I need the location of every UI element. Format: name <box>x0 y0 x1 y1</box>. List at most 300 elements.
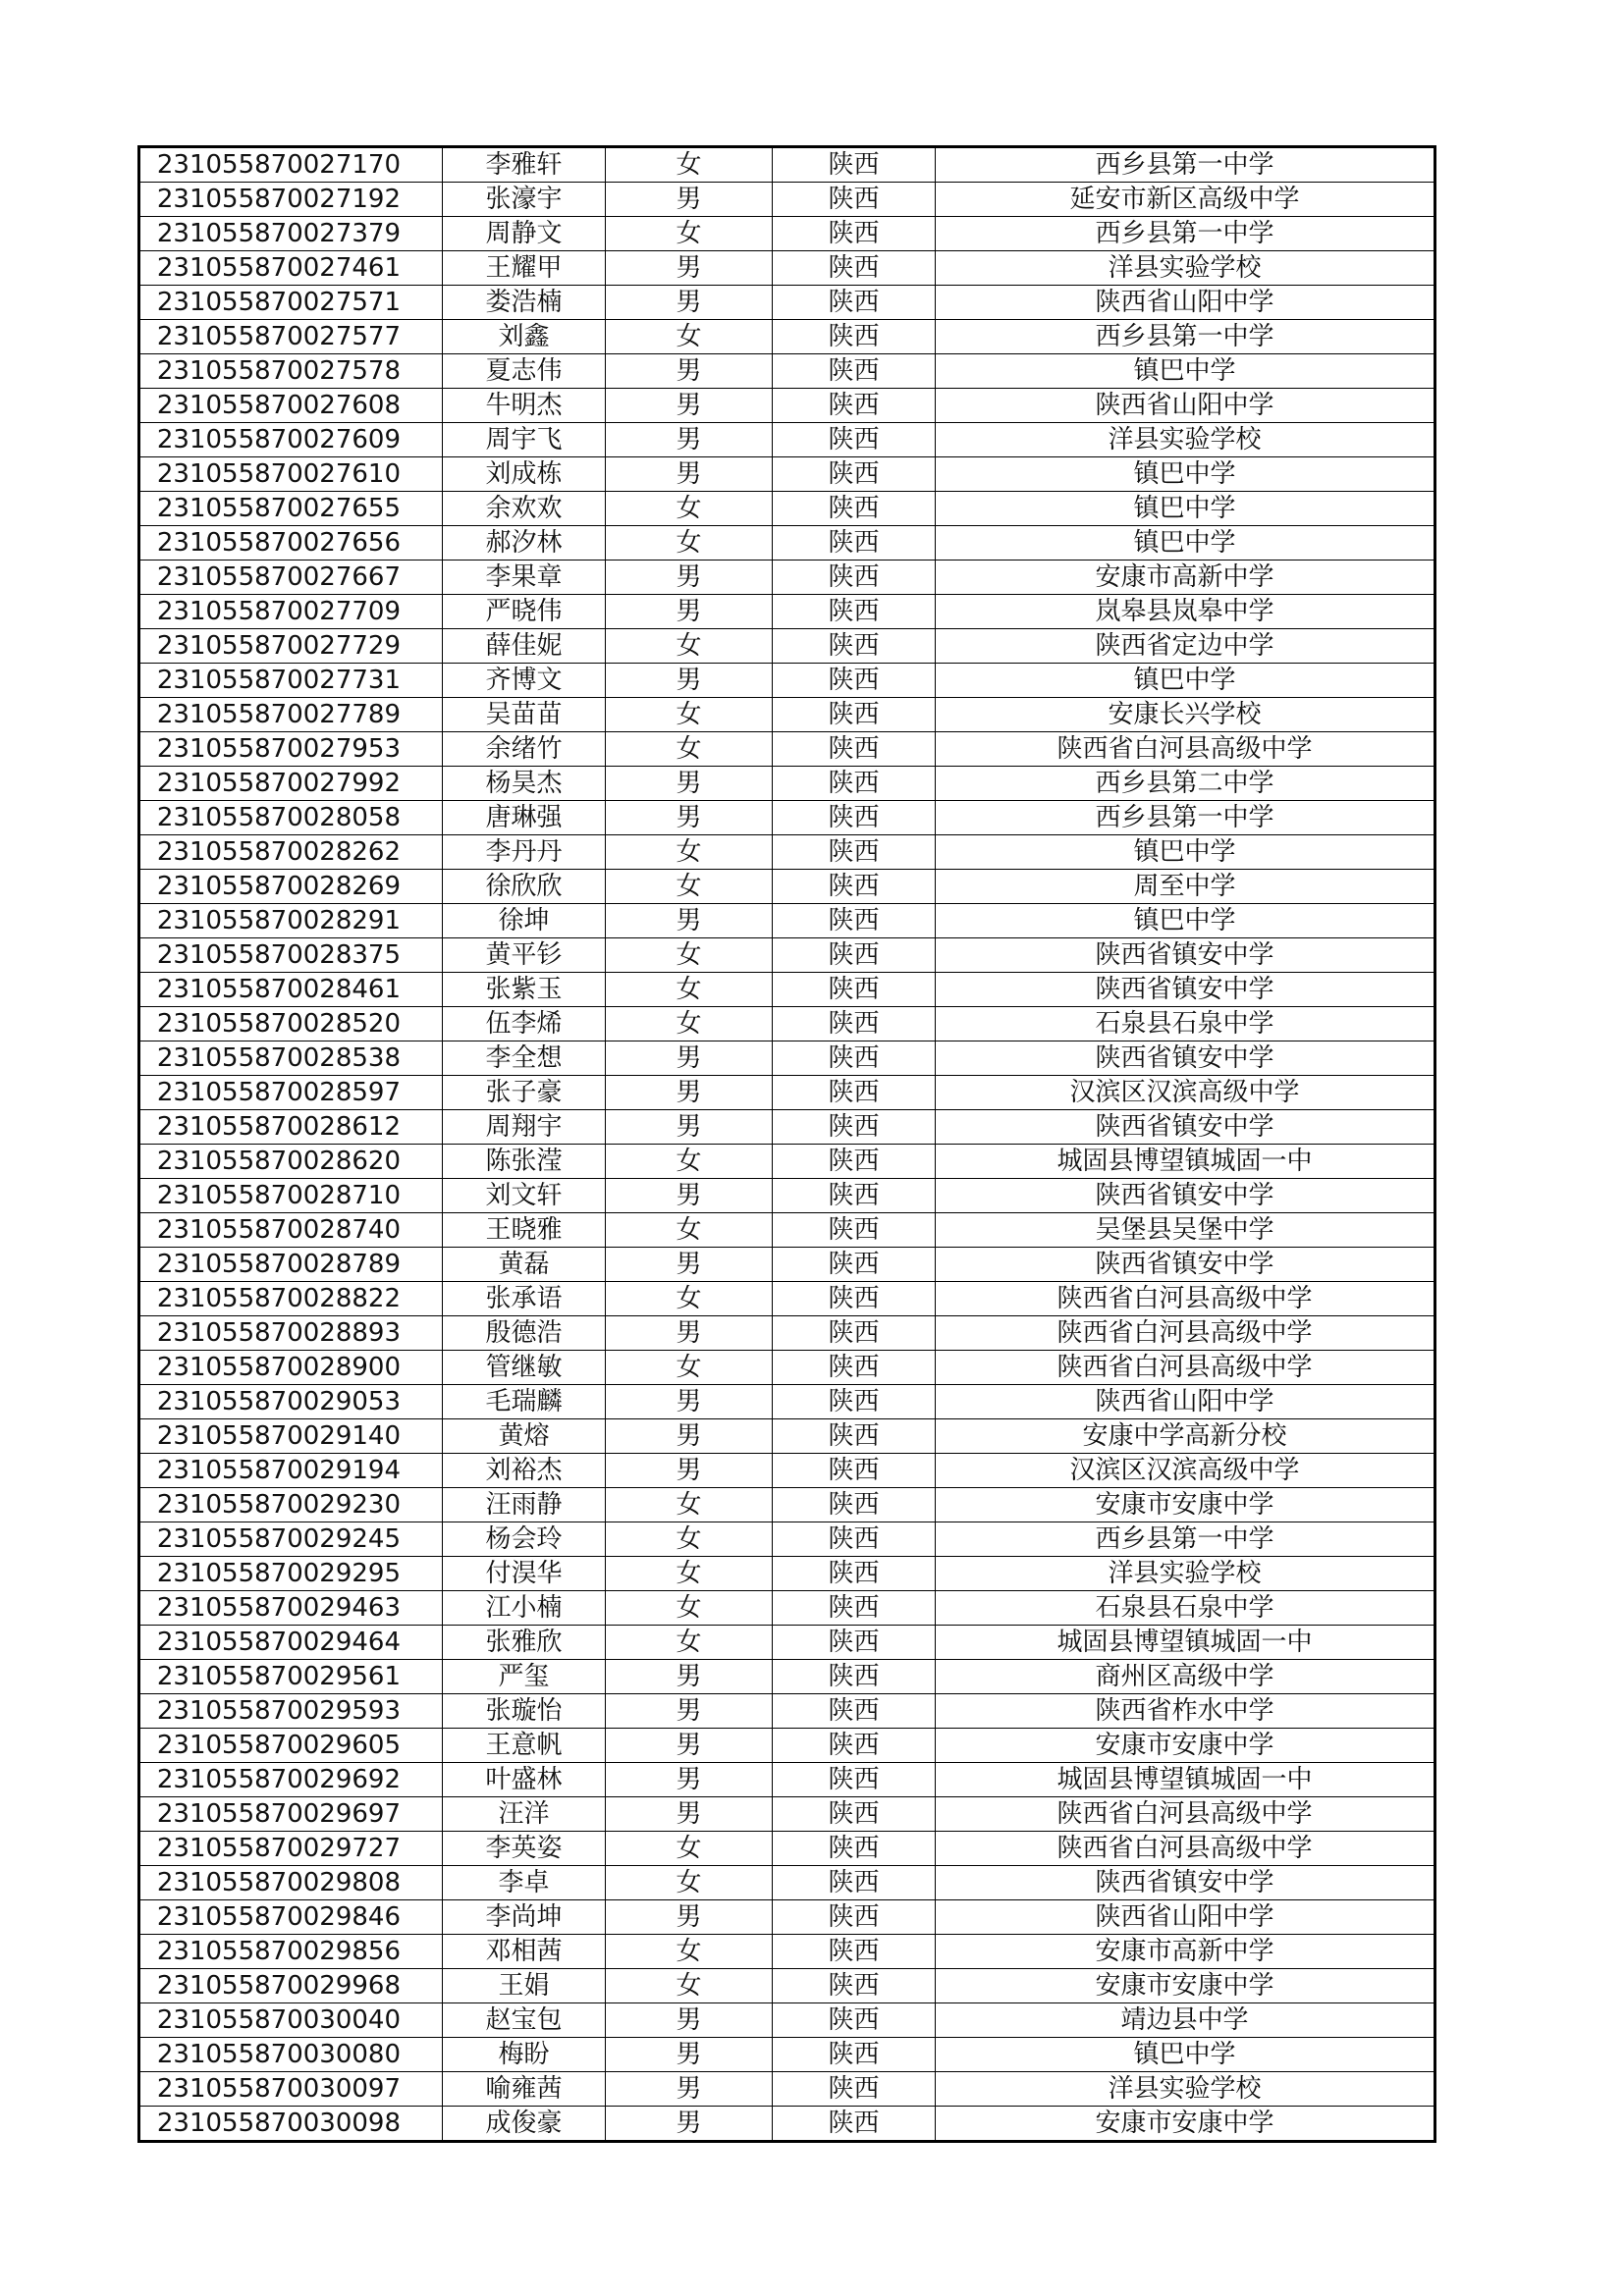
cell-province: 陕西 <box>773 147 936 183</box>
cell-gender: 男 <box>606 423 773 457</box>
table-row <box>139 698 1435 732</box>
cell-id: 231055870029593 <box>139 1694 443 1729</box>
cell-gender: 男 <box>606 1179 773 1213</box>
cell-school: 镇巴中学 <box>936 457 1435 492</box>
cell-school: 石泉县石泉中学 <box>936 1007 1435 1041</box>
cell-gender: 女 <box>606 629 773 664</box>
table-row <box>139 1110 1435 1145</box>
cell-province: 陕西 <box>773 2003 936 2038</box>
cell-id: 231055870028900 <box>139 1351 443 1385</box>
cell-name: 徐欣欣 <box>443 870 606 904</box>
table-row <box>139 938 1435 973</box>
cell-id: 231055870027656 <box>139 526 443 561</box>
cell-id: 231055870028262 <box>139 835 443 870</box>
cell-id: 231055870028789 <box>139 1248 443 1282</box>
cell-gender: 女 <box>606 526 773 561</box>
cell-name: 王耀甲 <box>443 251 606 286</box>
cell-id: 231055870027992 <box>139 767 443 801</box>
cell-name: 张紫玉 <box>443 973 606 1007</box>
cell-province: 陕西 <box>773 1832 936 1866</box>
cell-province: 陕西 <box>773 1557 936 1591</box>
cell-name: 汪洋 <box>443 1797 606 1832</box>
cell-school: 安康市高新中学 <box>936 1935 1435 1969</box>
roster-table <box>137 145 1436 2143</box>
table-row <box>139 1282 1435 1316</box>
table-row <box>139 1832 1435 1866</box>
table-row <box>139 1213 1435 1248</box>
cell-gender: 男 <box>606 2072 773 2107</box>
cell-id: 231055870029053 <box>139 1385 443 1419</box>
cell-id: 231055870027578 <box>139 354 443 389</box>
cell-gender: 女 <box>606 320 773 354</box>
cell-school: 安康市安康中学 <box>936 1488 1435 1522</box>
cell-school: 洋县实验学校 <box>936 2072 1435 2107</box>
cell-gender: 女 <box>606 938 773 973</box>
cell-id: 231055870028893 <box>139 1316 443 1351</box>
table-row <box>139 526 1435 561</box>
cell-name: 李丹丹 <box>443 835 606 870</box>
table-row <box>139 1316 1435 1351</box>
cell-gender: 男 <box>606 1694 773 1729</box>
cell-school: 安康长兴学校 <box>936 698 1435 732</box>
cell-gender: 女 <box>606 1282 773 1316</box>
cell-province: 陕西 <box>773 1213 936 1248</box>
cell-name: 梅盼 <box>443 2038 606 2072</box>
cell-gender: 女 <box>606 1351 773 1385</box>
cell-name: 喻雍茜 <box>443 2072 606 2107</box>
cell-gender: 男 <box>606 561 773 595</box>
cell-province: 陕西 <box>773 698 936 732</box>
cell-gender: 男 <box>606 1729 773 1763</box>
cell-school: 陕西省镇安中学 <box>936 938 1435 973</box>
cell-gender: 女 <box>606 1213 773 1248</box>
cell-province: 陕西 <box>773 217 936 251</box>
cell-gender: 男 <box>606 251 773 286</box>
cell-province: 陕西 <box>773 629 936 664</box>
cell-id: 231055870028058 <box>139 801 443 835</box>
cell-name: 齐博文 <box>443 664 606 698</box>
cell-gender: 男 <box>606 286 773 320</box>
cell-id: 231055870029463 <box>139 1591 443 1626</box>
cell-gender: 女 <box>606 835 773 870</box>
cell-school: 陕西省镇安中学 <box>936 1041 1435 1076</box>
table-row <box>139 1488 1435 1522</box>
cell-id: 231055870029968 <box>139 1969 443 2003</box>
cell-name: 付淏华 <box>443 1557 606 1591</box>
table-row <box>139 870 1435 904</box>
cell-name: 张濠宇 <box>443 183 606 217</box>
cell-province: 陕西 <box>773 457 936 492</box>
cell-province: 陕西 <box>773 1110 936 1145</box>
cell-gender: 男 <box>606 1900 773 1935</box>
cell-id: 231055870027789 <box>139 698 443 732</box>
table-row <box>139 1076 1435 1110</box>
table-row <box>139 1935 1435 1969</box>
cell-school: 安康市高新中学 <box>936 561 1435 595</box>
table-row <box>139 904 1435 938</box>
cell-id: 231055870027379 <box>139 217 443 251</box>
table-row <box>139 457 1435 492</box>
table-row <box>139 217 1435 251</box>
table-row <box>139 1866 1435 1900</box>
cell-province: 陕西 <box>773 526 936 561</box>
cell-school: 陕西省山阳中学 <box>936 389 1435 423</box>
cell-name: 黄熔 <box>443 1419 606 1454</box>
table-row <box>139 835 1435 870</box>
cell-gender: 女 <box>606 1557 773 1591</box>
cell-province: 陕西 <box>773 664 936 698</box>
cell-school: 洋县实验学校 <box>936 251 1435 286</box>
cell-school: 镇巴中学 <box>936 354 1435 389</box>
table-row <box>139 423 1435 457</box>
cell-province: 陕西 <box>773 492 936 526</box>
cell-gender: 女 <box>606 1626 773 1660</box>
cell-name: 周翔宇 <box>443 1110 606 1145</box>
cell-school: 镇巴中学 <box>936 526 1435 561</box>
cell-school: 陕西省镇安中学 <box>936 1110 1435 1145</box>
cell-id: 231055870027709 <box>139 595 443 629</box>
cell-gender: 男 <box>606 354 773 389</box>
table-row <box>139 251 1435 286</box>
table-row <box>139 354 1435 389</box>
cell-gender: 男 <box>606 1110 773 1145</box>
cell-province: 陕西 <box>773 1935 936 1969</box>
cell-province: 陕西 <box>773 1626 936 1660</box>
cell-id: 231055870027608 <box>139 389 443 423</box>
table-row <box>139 1419 1435 1454</box>
cell-school: 安康市安康中学 <box>936 1729 1435 1763</box>
cell-school: 陕西省白河县高级中学 <box>936 1832 1435 1866</box>
cell-name: 李卓 <box>443 1866 606 1900</box>
cell-name: 严晓伟 <box>443 595 606 629</box>
cell-gender: 男 <box>606 1454 773 1488</box>
cell-province: 陕西 <box>773 2072 936 2107</box>
cell-name: 刘成栋 <box>443 457 606 492</box>
cell-id: 231055870027170 <box>139 147 443 183</box>
cell-id: 231055870027667 <box>139 561 443 595</box>
cell-id: 231055870027610 <box>139 457 443 492</box>
cell-name: 陈张滢 <box>443 1145 606 1179</box>
cell-gender: 男 <box>606 1076 773 1110</box>
cell-school: 商州区高级中学 <box>936 1660 1435 1694</box>
cell-id: 231055870029846 <box>139 1900 443 1935</box>
table-row <box>139 973 1435 1007</box>
cell-id: 231055870027953 <box>139 732 443 767</box>
cell-name: 徐坤 <box>443 904 606 938</box>
cell-province: 陕西 <box>773 1591 936 1626</box>
cell-gender: 男 <box>606 457 773 492</box>
cell-gender: 男 <box>606 2107 773 2142</box>
cell-school: 西乡县第一中学 <box>936 147 1435 183</box>
cell-name: 严玺 <box>443 1660 606 1694</box>
cell-province: 陕西 <box>773 183 936 217</box>
cell-school: 西乡县第一中学 <box>936 217 1435 251</box>
cell-name: 余欢欢 <box>443 492 606 526</box>
cell-id: 231055870029230 <box>139 1488 443 1522</box>
cell-name: 张子豪 <box>443 1076 606 1110</box>
cell-school: 镇巴中学 <box>936 904 1435 938</box>
cell-gender: 男 <box>606 1248 773 1282</box>
cell-name: 郝汐林 <box>443 526 606 561</box>
cell-province: 陕西 <box>773 2107 936 2142</box>
cell-name: 薛佳妮 <box>443 629 606 664</box>
cell-id: 231055870027609 <box>139 423 443 457</box>
cell-gender: 女 <box>606 1832 773 1866</box>
table-row <box>139 1660 1435 1694</box>
cell-province: 陕西 <box>773 973 936 1007</box>
cell-gender: 男 <box>606 1797 773 1832</box>
cell-name: 张雅欣 <box>443 1626 606 1660</box>
cell-id: 231055870028520 <box>139 1007 443 1041</box>
cell-province: 陕西 <box>773 938 936 973</box>
cell-name: 余绪竹 <box>443 732 606 767</box>
cell-gender: 女 <box>606 1007 773 1041</box>
cell-name: 黄磊 <box>443 1248 606 1282</box>
table-row <box>139 2003 1435 2038</box>
table-row <box>139 1969 1435 2003</box>
cell-gender: 男 <box>606 2038 773 2072</box>
cell-province: 陕西 <box>773 1419 936 1454</box>
cell-id: 231055870029295 <box>139 1557 443 1591</box>
cell-gender: 男 <box>606 2003 773 2038</box>
cell-name: 伍李烯 <box>443 1007 606 1041</box>
cell-gender: 男 <box>606 1763 773 1797</box>
cell-school: 城固县博望镇城固一中 <box>936 1626 1435 1660</box>
cell-school: 镇巴中学 <box>936 835 1435 870</box>
cell-gender: 男 <box>606 595 773 629</box>
cell-id: 231055870027461 <box>139 251 443 286</box>
cell-name: 江小楠 <box>443 1591 606 1626</box>
table-row <box>139 1041 1435 1076</box>
cell-id: 231055870027571 <box>139 286 443 320</box>
cell-school: 靖边县中学 <box>936 2003 1435 2038</box>
cell-name: 叶盛林 <box>443 1763 606 1797</box>
cell-province: 陕西 <box>773 1763 936 1797</box>
cell-province: 陕西 <box>773 1522 936 1557</box>
table-row <box>139 389 1435 423</box>
cell-name: 娄浩楠 <box>443 286 606 320</box>
roster-body <box>139 147 1435 2142</box>
cell-name: 张璇怡 <box>443 1694 606 1729</box>
cell-id: 231055870030098 <box>139 2107 443 2142</box>
cell-name: 成俊豪 <box>443 2107 606 2142</box>
table-row <box>139 1145 1435 1179</box>
cell-name: 李尚坤 <box>443 1900 606 1935</box>
cell-id: 231055870027731 <box>139 664 443 698</box>
table-row <box>139 2072 1435 2107</box>
cell-gender: 女 <box>606 147 773 183</box>
cell-id: 231055870028597 <box>139 1076 443 1110</box>
cell-school: 陕西省山阳中学 <box>936 286 1435 320</box>
cell-name: 杨昊杰 <box>443 767 606 801</box>
cell-province: 陕西 <box>773 1282 936 1316</box>
cell-province: 陕西 <box>773 1866 936 1900</box>
cell-province: 陕西 <box>773 1007 936 1041</box>
cell-gender: 女 <box>606 1935 773 1969</box>
cell-name: 周静文 <box>443 217 606 251</box>
table-row <box>139 595 1435 629</box>
cell-name: 唐琳强 <box>443 801 606 835</box>
cell-gender: 男 <box>606 1041 773 1076</box>
table-row <box>139 1797 1435 1832</box>
cell-name: 毛瑞麟 <box>443 1385 606 1419</box>
cell-school: 安康市安康中学 <box>936 1969 1435 2003</box>
cell-id: 231055870027729 <box>139 629 443 664</box>
cell-id: 231055870029464 <box>139 1626 443 1660</box>
cell-school: 城固县博望镇城固一中 <box>936 1145 1435 1179</box>
cell-province: 陕西 <box>773 1248 936 1282</box>
cell-province: 陕西 <box>773 595 936 629</box>
cell-id: 231055870029808 <box>139 1866 443 1900</box>
cell-school: 吴堡县吴堡中学 <box>936 1213 1435 1248</box>
table-row <box>139 1763 1435 1797</box>
cell-gender: 女 <box>606 973 773 1007</box>
cell-school: 陕西省白河县高级中学 <box>936 1351 1435 1385</box>
cell-id: 231055870028612 <box>139 1110 443 1145</box>
cell-id: 231055870028538 <box>139 1041 443 1076</box>
cell-province: 陕西 <box>773 1969 936 2003</box>
cell-province: 陕西 <box>773 1797 936 1832</box>
cell-id: 231055870029245 <box>139 1522 443 1557</box>
cell-name: 刘裕杰 <box>443 1454 606 1488</box>
cell-school: 陕西省白河县高级中学 <box>936 1797 1435 1832</box>
table-row <box>139 147 1435 183</box>
cell-gender: 男 <box>606 389 773 423</box>
table-row <box>139 492 1435 526</box>
cell-name: 刘文轩 <box>443 1179 606 1213</box>
cell-province: 陕西 <box>773 1316 936 1351</box>
cell-name: 管继敏 <box>443 1351 606 1385</box>
table-row <box>139 629 1435 664</box>
table-row <box>139 1454 1435 1488</box>
cell-school: 陕西省山阳中学 <box>936 1385 1435 1419</box>
cell-school: 石泉县石泉中学 <box>936 1591 1435 1626</box>
cell-id: 231055870029727 <box>139 1832 443 1866</box>
cell-province: 陕西 <box>773 561 936 595</box>
cell-gender: 女 <box>606 870 773 904</box>
cell-gender: 女 <box>606 1866 773 1900</box>
cell-name: 黄平钐 <box>443 938 606 973</box>
cell-province: 陕西 <box>773 320 936 354</box>
cell-school: 延安市新区高级中学 <box>936 183 1435 217</box>
cell-id: 231055870030040 <box>139 2003 443 2038</box>
cell-school: 汉滨区汉滨高级中学 <box>936 1454 1435 1488</box>
table-row <box>139 767 1435 801</box>
cell-id: 231055870029692 <box>139 1763 443 1797</box>
table-row <box>139 1179 1435 1213</box>
table-row <box>139 286 1435 320</box>
cell-id: 231055870029605 <box>139 1729 443 1763</box>
cell-id: 231055870030097 <box>139 2072 443 2107</box>
cell-gender: 女 <box>606 217 773 251</box>
table-row <box>139 2107 1435 2142</box>
cell-id: 231055870028375 <box>139 938 443 973</box>
cell-school: 安康市安康中学 <box>936 2107 1435 2142</box>
cell-school: 城固县博望镇城固一中 <box>936 1763 1435 1797</box>
cell-school: 西乡县第一中学 <box>936 801 1435 835</box>
cell-name: 邓相茜 <box>443 1935 606 1969</box>
cell-province: 陕西 <box>773 286 936 320</box>
cell-school: 安康中学高新分校 <box>936 1419 1435 1454</box>
cell-gender: 男 <box>606 1660 773 1694</box>
cell-gender: 女 <box>606 492 773 526</box>
cell-name: 张承语 <box>443 1282 606 1316</box>
cell-province: 陕西 <box>773 1694 936 1729</box>
cell-id: 231055870030080 <box>139 2038 443 2072</box>
cell-name: 王娟 <box>443 1969 606 2003</box>
cell-province: 陕西 <box>773 1660 936 1694</box>
cell-gender: 男 <box>606 664 773 698</box>
cell-gender: 女 <box>606 1591 773 1626</box>
cell-name: 李果章 <box>443 561 606 595</box>
table-row <box>139 1351 1435 1385</box>
cell-gender: 男 <box>606 183 773 217</box>
cell-province: 陕西 <box>773 1385 936 1419</box>
cell-name: 刘鑫 <box>443 320 606 354</box>
table-row <box>139 1729 1435 1763</box>
table-row <box>139 1591 1435 1626</box>
cell-gender: 女 <box>606 1488 773 1522</box>
cell-school: 西乡县第二中学 <box>936 767 1435 801</box>
cell-name: 牛明杰 <box>443 389 606 423</box>
table-row <box>139 561 1435 595</box>
cell-gender: 男 <box>606 1385 773 1419</box>
cell-id: 231055870028269 <box>139 870 443 904</box>
cell-school: 陕西省山阳中学 <box>936 1900 1435 1935</box>
cell-id: 231055870029856 <box>139 1935 443 1969</box>
cell-school: 镇巴中学 <box>936 2038 1435 2072</box>
table-row <box>139 1626 1435 1660</box>
table-row <box>139 1385 1435 1419</box>
cell-province: 陕西 <box>773 1179 936 1213</box>
cell-name: 王晓雅 <box>443 1213 606 1248</box>
cell-name: 夏志伟 <box>443 354 606 389</box>
cell-gender: 男 <box>606 1316 773 1351</box>
cell-id: 231055870029697 <box>139 1797 443 1832</box>
cell-province: 陕西 <box>773 354 936 389</box>
cell-gender: 男 <box>606 1419 773 1454</box>
cell-gender: 女 <box>606 1145 773 1179</box>
cell-province: 陕西 <box>773 767 936 801</box>
cell-name: 李全想 <box>443 1041 606 1076</box>
cell-province: 陕西 <box>773 1900 936 1935</box>
cell-id: 231055870028822 <box>139 1282 443 1316</box>
cell-province: 陕西 <box>773 2038 936 2072</box>
cell-school: 陕西省镇安中学 <box>936 1248 1435 1282</box>
cell-province: 陕西 <box>773 732 936 767</box>
cell-school: 洋县实验学校 <box>936 1557 1435 1591</box>
cell-school: 陕西省镇安中学 <box>936 1179 1435 1213</box>
cell-school: 陕西省白河县高级中学 <box>936 732 1435 767</box>
cell-province: 陕西 <box>773 251 936 286</box>
cell-province: 陕西 <box>773 1729 936 1763</box>
cell-id: 231055870027192 <box>139 183 443 217</box>
cell-id: 231055870029561 <box>139 1660 443 1694</box>
cell-id: 231055870028620 <box>139 1145 443 1179</box>
cell-gender: 男 <box>606 904 773 938</box>
table-row <box>139 1900 1435 1935</box>
cell-school: 陕西省定边中学 <box>936 629 1435 664</box>
cell-name: 吴苗苗 <box>443 698 606 732</box>
cell-school: 陕西省白河县高级中学 <box>936 1282 1435 1316</box>
table-row <box>139 2038 1435 2072</box>
cell-province: 陕西 <box>773 801 936 835</box>
table-row <box>139 732 1435 767</box>
cell-name: 杨会玲 <box>443 1522 606 1557</box>
table-row <box>139 1007 1435 1041</box>
table-row <box>139 1522 1435 1557</box>
cell-name: 李雅轩 <box>443 147 606 183</box>
